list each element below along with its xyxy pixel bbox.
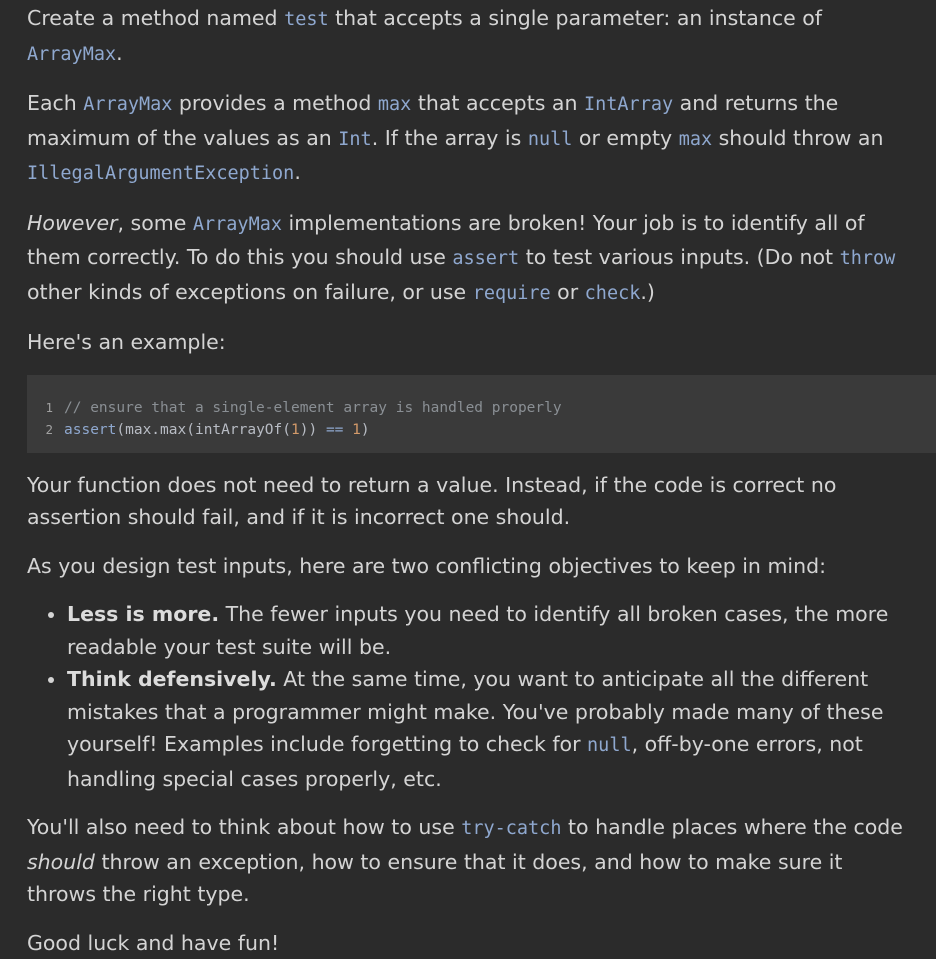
code-operator: == <box>326 419 343 441</box>
code-text: ) <box>361 419 370 441</box>
code-line-1 <box>27 397 936 419</box>
text: other kinds of exceptions on failure, or use <box>27 280 473 304</box>
code-text: )) <box>300 419 326 441</box>
inline-code-arraymax: ArrayMax <box>193 214 282 235</box>
inline-code-null: null <box>528 129 573 150</box>
objectives-intro-paragraph <box>27 550 909 583</box>
text: provides a method <box>172 91 377 115</box>
code-number: 1 <box>352 419 361 441</box>
line-number: 2 <box>27 419 64 441</box>
emphasis: should <box>27 850 95 874</box>
text: At the same time, you want to anticipate all the different mistakes that a programmer might make. You've probably made many of these yourself! Examples include forgetting to check for <box>67 667 883 756</box>
text: Good luck and have fun! <box>27 931 279 955</box>
emphasis: However <box>27 211 118 235</box>
bold-text: Think defensively. <box>67 667 277 691</box>
intro-paragraph <box>27 2 909 71</box>
code-number: 1 <box>291 419 300 441</box>
text: should throw an <box>712 126 883 150</box>
text: Your function does not need to return a value. Instead, if the code is correct no assertion should fail, and if it is incorrect one should. <box>27 473 836 530</box>
inline-code-null: null <box>587 735 632 756</box>
broken-implementations-paragraph <box>27 207 909 311</box>
text: Create a method named <box>27 6 284 30</box>
inline-code-check: check <box>585 283 641 304</box>
list-item-less-is-more <box>67 598 909 663</box>
code-function: assert <box>64 419 116 441</box>
list-item-think-defensively <box>67 663 909 795</box>
text: that accepts a single parameter: an instance of <box>329 6 822 30</box>
code-example-block <box>27 375 936 453</box>
inline-code-arraymax: ArrayMax <box>83 94 172 115</box>
text: , some <box>118 211 193 235</box>
code-text: (max.max(intArrayOf( <box>116 419 291 441</box>
inline-code-max: max <box>679 129 712 150</box>
line-number: 1 <box>27 397 64 419</box>
text: or <box>551 280 585 304</box>
example-heading <box>27 326 909 359</box>
bold-text: Less is more. <box>67 602 219 626</box>
text: Here's an example: <box>27 330 226 354</box>
text: , off-by-one errors, not handling special cases properly, etc. <box>67 732 863 791</box>
description-paragraph <box>27 87 909 191</box>
text: As you design test inputs, here are two conflicting objectives to keep in mind: <box>27 554 826 578</box>
code-comment: // ensure that a single-element array is handled properly <box>64 397 562 419</box>
return-value-paragraph <box>27 469 909 534</box>
text: throw an exception, how to ensure that it does, and how to make sure it throws the right type. <box>27 850 842 907</box>
inline-code-test: test <box>284 9 329 30</box>
text: to handle places where the code <box>561 815 902 839</box>
text: . If the array is <box>372 126 528 150</box>
inline-code-throw: throw <box>840 248 896 269</box>
code-line-2 <box>27 419 936 441</box>
code-text <box>343 419 352 441</box>
inline-code-max: max <box>378 94 411 115</box>
text: or empty <box>572 126 678 150</box>
inline-code-assert: assert <box>452 248 519 269</box>
try-catch-paragraph <box>27 811 909 911</box>
inline-code-require: require <box>473 283 551 304</box>
text: to test various inputs. (Do not <box>519 245 839 269</box>
text: .) <box>640 280 655 304</box>
text: implementations are broken! Your job is to identify all of them correctly. To do this you should use <box>27 211 865 270</box>
text: You'll also need to think about how to use <box>27 815 461 839</box>
inline-code-exception: IllegalArgumentException <box>27 163 294 184</box>
text: . <box>116 41 123 65</box>
text: that accepts an <box>411 91 584 115</box>
text: The fewer inputs you need to identify all broken cases, the more readable your test suite will be. <box>67 602 888 659</box>
text: . <box>294 160 301 184</box>
text: and returns the maximum of the values as an <box>27 91 838 150</box>
text: Each <box>27 91 83 115</box>
inline-code-intarray: IntArray <box>584 94 673 115</box>
inline-code-int: Int <box>338 129 371 150</box>
inline-code-try-catch: try-catch <box>461 818 561 839</box>
closing-paragraph <box>27 927 909 959</box>
objectives-list <box>27 598 909 795</box>
inline-code-arraymax: ArrayMax <box>27 44 116 65</box>
